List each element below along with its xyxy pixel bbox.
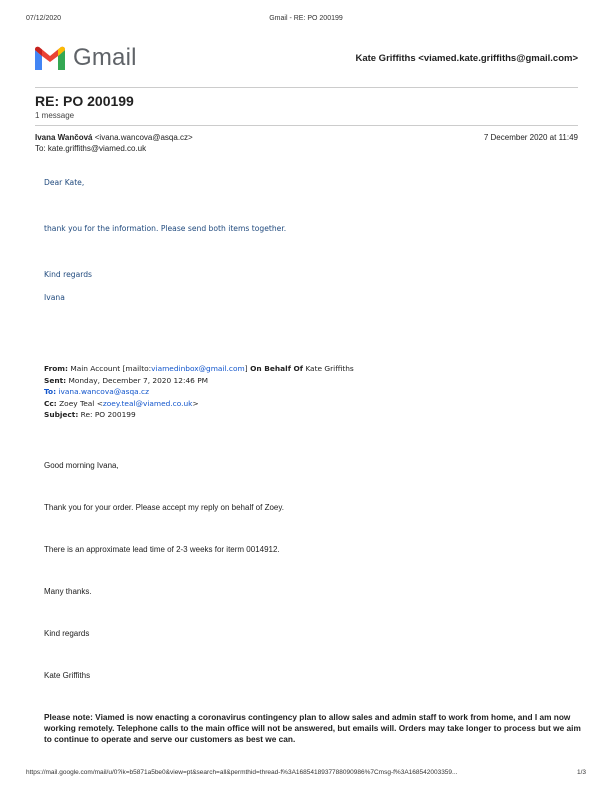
gmail-m-icon	[35, 46, 65, 70]
print-date: 07/12/2020	[26, 15, 62, 22]
message-date: 7 December 2020 at 11:49	[483, 133, 578, 142]
thread-subject: RE: PO 200199	[35, 93, 134, 109]
text: ]	[244, 364, 248, 373]
page-number: 1/3	[576, 769, 586, 776]
gmail-logo	[35, 44, 137, 72]
divider	[35, 87, 578, 88]
text: Monday, December 7, 2020 12:46 PM	[66, 375, 209, 385]
forwarded-header	[44, 363, 354, 421]
cc-link[interactable]: zoey.teal@viamed.co.uk	[102, 398, 193, 408]
label: From:	[44, 364, 68, 373]
account-label: Kate Griffiths <viamed.kate.griffiths@gmail.com>	[355, 53, 578, 64]
reply-line: There is an approximate lead time of 2-3 weeks for iterm 0014912.	[44, 545, 280, 554]
reply-line: Good morning Ivana,	[44, 461, 119, 470]
label: To:	[44, 387, 57, 396]
print-url: https://mail.google.com/mail/u/0?ik=b5871a5be0&view=pt&search=all&permthid=thread-f%3A1685418937788090986%7Cmsg-f%3A168542003359...	[26, 769, 458, 776]
body-line: Kind regards	[44, 270, 93, 279]
label: Subject:	[44, 410, 79, 419]
sender-name: Ivana Wančová	[35, 133, 93, 142]
text: Kate Griffiths	[302, 364, 354, 373]
message-count: 1 message	[35, 111, 75, 120]
label: On Behalf Of	[247, 364, 303, 373]
recipient: To: kate.griffiths@viamed.co.uk	[35, 144, 147, 153]
text: >	[192, 398, 199, 408]
reply-line: Many thanks.	[44, 587, 92, 596]
label: Cc:	[44, 398, 57, 408]
reply-line: Kind regards	[44, 629, 90, 638]
sender-email: <ivana.wancova@asqa.cz>	[94, 133, 193, 142]
gmail-wordmark: Gmail	[73, 44, 137, 71]
text: Main Account [mailto:	[67, 364, 152, 373]
text: Zoey Teal <	[56, 398, 103, 408]
body-line: Dear Kate,	[44, 178, 85, 187]
text: Re: PO 200199	[78, 410, 136, 419]
divider	[35, 125, 578, 126]
body-line: thank you for the information. Please send both items together.	[44, 224, 287, 233]
reply-line: Thank you for your order. Please accept my reply on behalf of Zoey.	[44, 503, 284, 512]
reply-line: Kate Griffiths	[44, 671, 91, 680]
body-line: Ivana	[44, 293, 65, 302]
print-title: Gmail - RE: PO 200199	[269, 15, 343, 22]
contingency-note: Please note: Viamed is now enacting a coronavirus contingency plan to allow sales and admin staff to work from home, and I am now working remotely. Telephone calls to the main office will not be answered, but emails will. Orders may take longer to process but we aim to continue to operate and serve our customers as best we can.	[44, 712, 581, 744]
to-link[interactable]: ivana.wancova@asqa.cz	[58, 387, 149, 396]
sender	[35, 133, 193, 142]
mailto-link[interactable]: viamedinbox@gmail.com	[151, 364, 245, 373]
label: Sent:	[44, 375, 67, 385]
